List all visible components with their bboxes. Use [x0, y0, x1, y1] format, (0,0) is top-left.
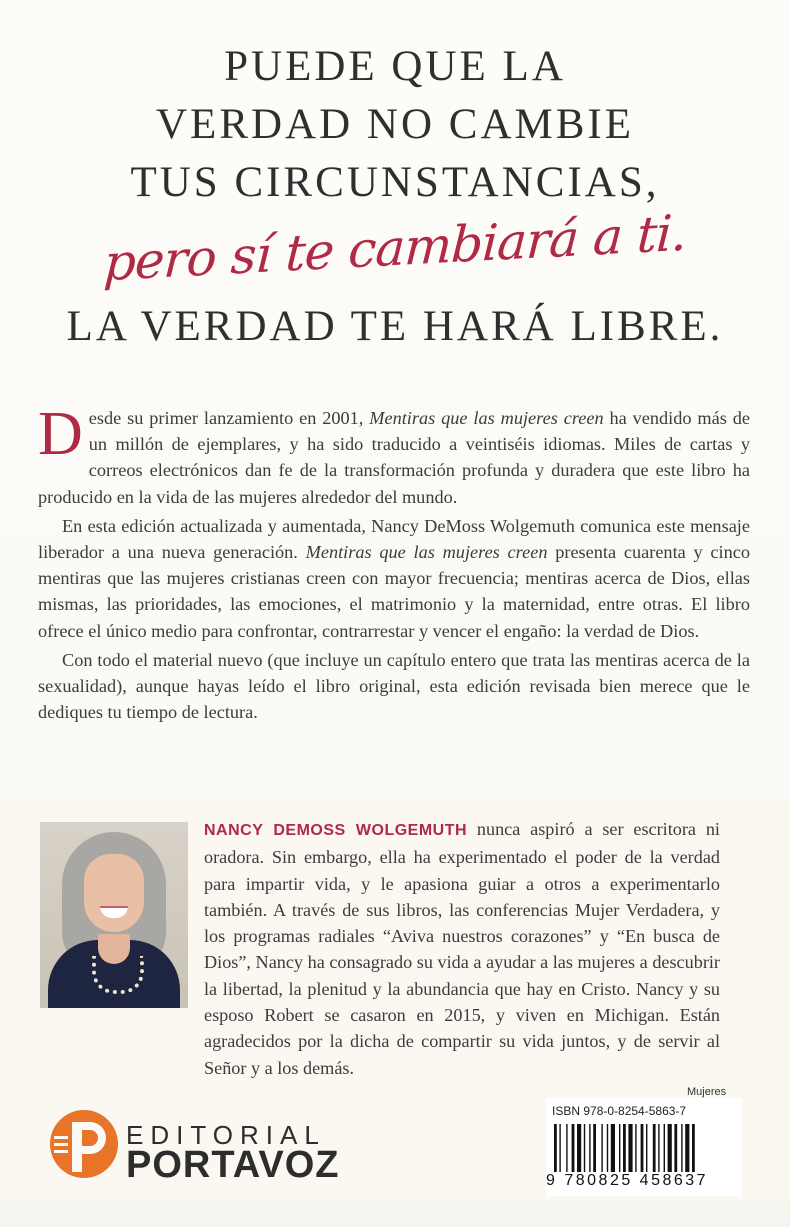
- author-bio-text: nunca aspiró a ser escritora ni oradora. Sin embargo, ella ha experimentado el poder de la verdad para impartir vida, y le apasiona guiar a otros a experimentarlo también. A través de sus libros, las conferencias Mujer Verdadera, y los programas radiales “Aviva nuestros corazones” y “En busca de Dios”, Nancy ha consagrado su vida a ayudar a las mujeres a descubrir la libertad, la plenitud y la abundancia que hay en Cristo. Nancy y su esposo Robert se casaron en 2015, y viven en Michigan. Están agradecidos por la dicha de compartir su vida juntos, y de servir al Señor y a los demás.: [204, 819, 720, 1078]
- publisher-logo: [48, 1106, 378, 1186]
- book-title-italic: Mentiras que las mujeres creen: [305, 542, 548, 563]
- portavoz-logo-icon: [48, 1106, 120, 1184]
- publisher-name-line-2: PORTAVOZ: [126, 1144, 340, 1186]
- drop-cap: D: [38, 400, 83, 468]
- publisher-name-line-1: EDITORIAL: [126, 1120, 326, 1150]
- isbn-text: ISBN 978-0-8254-5863-7: [552, 1104, 687, 1118]
- description-text: presenta cuarenta y cinco mentiras que las mujeres cristianas creen con mayor frecuencia; mentiras acerca de Dios, ellas mismas, las prioridades, las emociones, el matrimonio y la maternidad, entre otras. El libro ofrece el único medio para confrontar, contrarrestar y vencer el engaño: la verdad de Dios.: [38, 542, 750, 641]
- author-photo: [40, 822, 188, 1008]
- headline-script: pero sí te cambiará a ti.: [102, 203, 688, 293]
- category-label: Mujeres: [687, 1086, 727, 1098]
- headline-line-3: TUS CIRCUNSTANCIAS,: [130, 159, 660, 206]
- barcode-bars: [554, 1124, 734, 1172]
- book-title-italic: Mentiras que las mujeres creen: [369, 408, 604, 428]
- description-paragraph-3: Con todo el material nuevo (que incluye un capítulo entero que trata las mentiras acerca de la sexualidad), aunque hayas leído el libro original, esta edición revisada bien merece que le dediques tu tiempo de lectura.: [38, 649, 750, 723]
- description-text: ha vendido más de un millón de ejemplares, y ha sido traducido a veintiséis idiomas. Miles de cartas y correos electrónicos dan fe de la transformación profunda y duradera que este libro ha producido en la vida de las mujeres alrededor del mundo.: [38, 408, 750, 507]
- author-name: NANCY DEMOSS WOLGEMUTH: [204, 822, 468, 839]
- headline-line-1: PUEDE QUE LA: [224, 43, 566, 90]
- book-description: [38, 400, 750, 728]
- headline-line-4: LA VERDAD TE HARÁ LIBRE.: [66, 303, 724, 350]
- barcode-number: 9 780825 458637: [546, 1172, 709, 1189]
- barcode: [546, 1098, 742, 1196]
- author-bio: [204, 816, 720, 1081]
- description-text: En esta edición actualizada y aumentada, Nancy DeMoss Wolgemuth comunica este mensaje liberador a una nueva generación.: [38, 515, 750, 563]
- description-paragraph-1: [38, 400, 750, 510]
- headline: [0, 38, 790, 356]
- headline-line-2: VERDAD NO CAMBIE: [156, 101, 634, 148]
- description-text: esde su primer lanzamiento en 2001,: [88, 408, 370, 428]
- description-paragraph-2: [38, 513, 750, 644]
